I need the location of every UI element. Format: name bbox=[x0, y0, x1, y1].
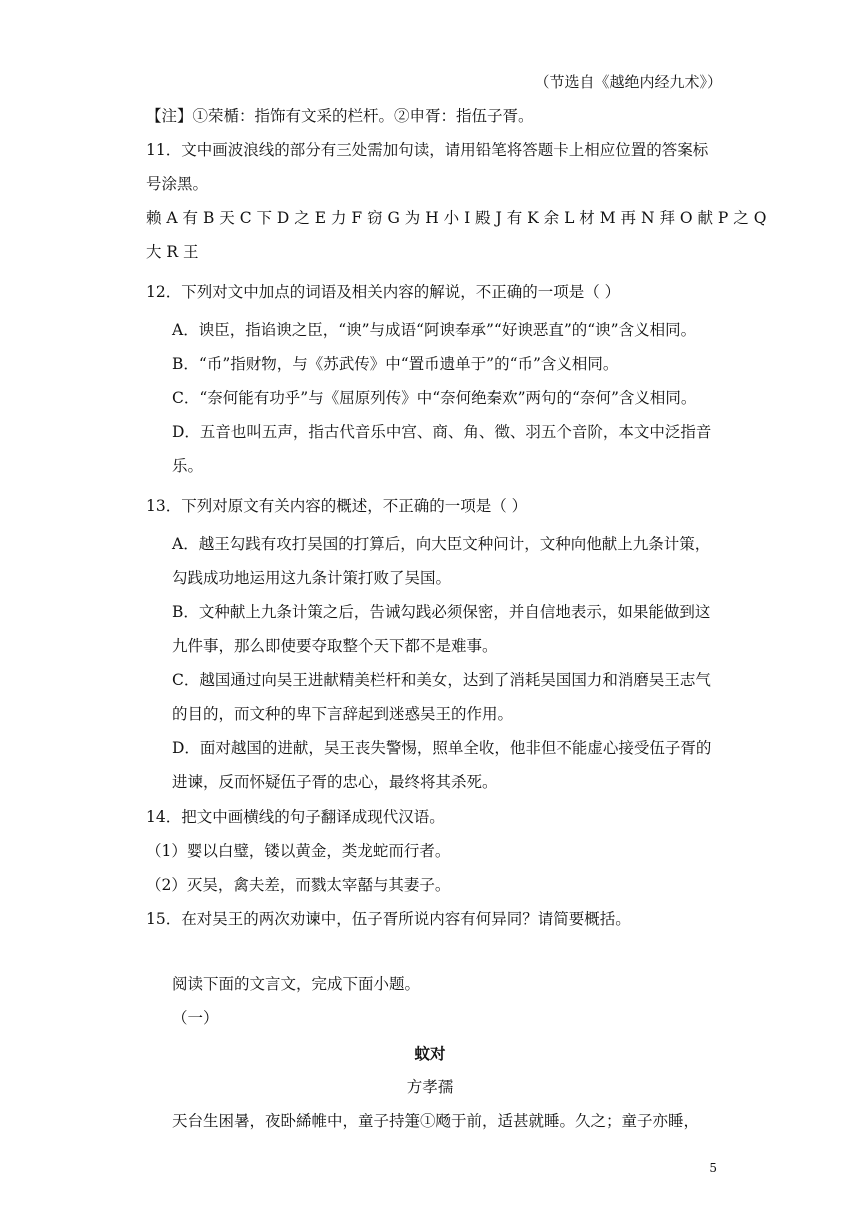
question-13-option-c-cont: 的目的，而文种的卑下言辞起到迷惑吴王的作用。 bbox=[172, 705, 514, 723]
question-12-option-d: D．五音也叫五声，指古代音乐中宫、商、角、徵、羽五个音阶，本文中泛指音 bbox=[172, 423, 712, 441]
source-citation: （节选自《越绝内经九术》） bbox=[534, 73, 722, 91]
question-13-option-b: B．文种献上九条计策之后，告诫勾践必须保密，并自信地表示，如果能做到这 bbox=[172, 603, 711, 621]
page-number: 5 bbox=[709, 1161, 717, 1175]
question-13-option-a: A．越王勾践有攻打吴国的打算后，向大臣文种问计，文种向他献上九条计策， bbox=[172, 535, 711, 553]
passage-author: 方孝孺 bbox=[406, 1078, 454, 1096]
question-12-stem: 12．下列对文中加点的词语及相关内容的解说，不正确的一项是（ ） bbox=[146, 283, 621, 301]
question-12-option-d-cont: 乐。 bbox=[172, 457, 204, 475]
question-13-option-d-cont: 进谏，反而怀疑伍子胥的忠心，最终将其杀死。 bbox=[172, 773, 498, 791]
question-12-option-c: C．“奈何能有功乎”与《屈原列传》中“奈何绝秦欢”两句的“奈何”含义相同。 bbox=[172, 389, 697, 407]
question-12-option-a: A．谀臣，指谄谀之臣，“谀”与成语“阿谀奉承”“好谀恶直”的“谀”含义相同。 bbox=[172, 321, 697, 339]
reading-instruction: 阅读下面的文言文，完成下面小题。 bbox=[172, 975, 421, 993]
question-12-option-b: B．“币”指财物，与《苏武传》中“置币遗单于”的“币”含义相同。 bbox=[172, 355, 619, 373]
question-11-sequence: 赖 A 有 B 天 C 下 D 之 E 力 F 窃 G 为 H 小 I 殿 J 有 K 余 L 材 M 再 N 拜 O 献 P 之 Q bbox=[146, 209, 767, 227]
question-13-stem: 13．下列对原文有关内容的概述，不正确的一项是（ ） bbox=[146, 497, 528, 515]
passage-title: 蚊对 bbox=[414, 1044, 446, 1063]
question-11-stem-cont: 号涂黑。 bbox=[146, 175, 209, 193]
question-13-option-d: D．面对越国的进献，吴王丧失警惕，照单全收，他非但不能虚心接受伍子胥的 bbox=[172, 739, 712, 757]
passage-body: 天台生困暑，夜卧絺帷中，童子持箑①飏于前，适甚就睡。久之；童子亦睡， bbox=[172, 1112, 700, 1130]
question-11-sequence-cont: 大 R 王 bbox=[146, 243, 199, 261]
annotation-note: 【注】①荣楯：指饰有文采的栏杆。②申胥：指伍子胥。 bbox=[146, 107, 534, 125]
question-15-stem: 15．在对吴王的两次劝谏中，伍子胥所说内容有何异同？请简要概括。 bbox=[146, 910, 631, 928]
question-14-sentence-1: （1）婴以白璧，镂以黄金，类龙蛇而行者。 bbox=[146, 842, 451, 860]
question-13-option-b-cont: 九件事，那么即使要夺取整个天下都不是难事。 bbox=[172, 637, 498, 655]
question-14-sentence-2: （2）灭吴，禽夫差，而戮太宰嚭与其妻子。 bbox=[146, 876, 451, 894]
question-13-option-c: C．越国通过向吴王进献精美栏杆和美女，达到了消耗吴国国力和消磨吴王志气 bbox=[172, 671, 711, 689]
reading-part-label: （一） bbox=[172, 1009, 219, 1027]
question-13-option-a-cont: 勾践成功地运用这九条计策打败了吴国。 bbox=[172, 569, 452, 587]
question-11-stem: 11．文中画波浪线的部分有三处需加句读，请用铅笔将答题卡上相应位置的答案标 bbox=[146, 141, 709, 159]
question-14-stem: 14．把文中画横线的句子翻译成现代汉语。 bbox=[146, 808, 445, 826]
